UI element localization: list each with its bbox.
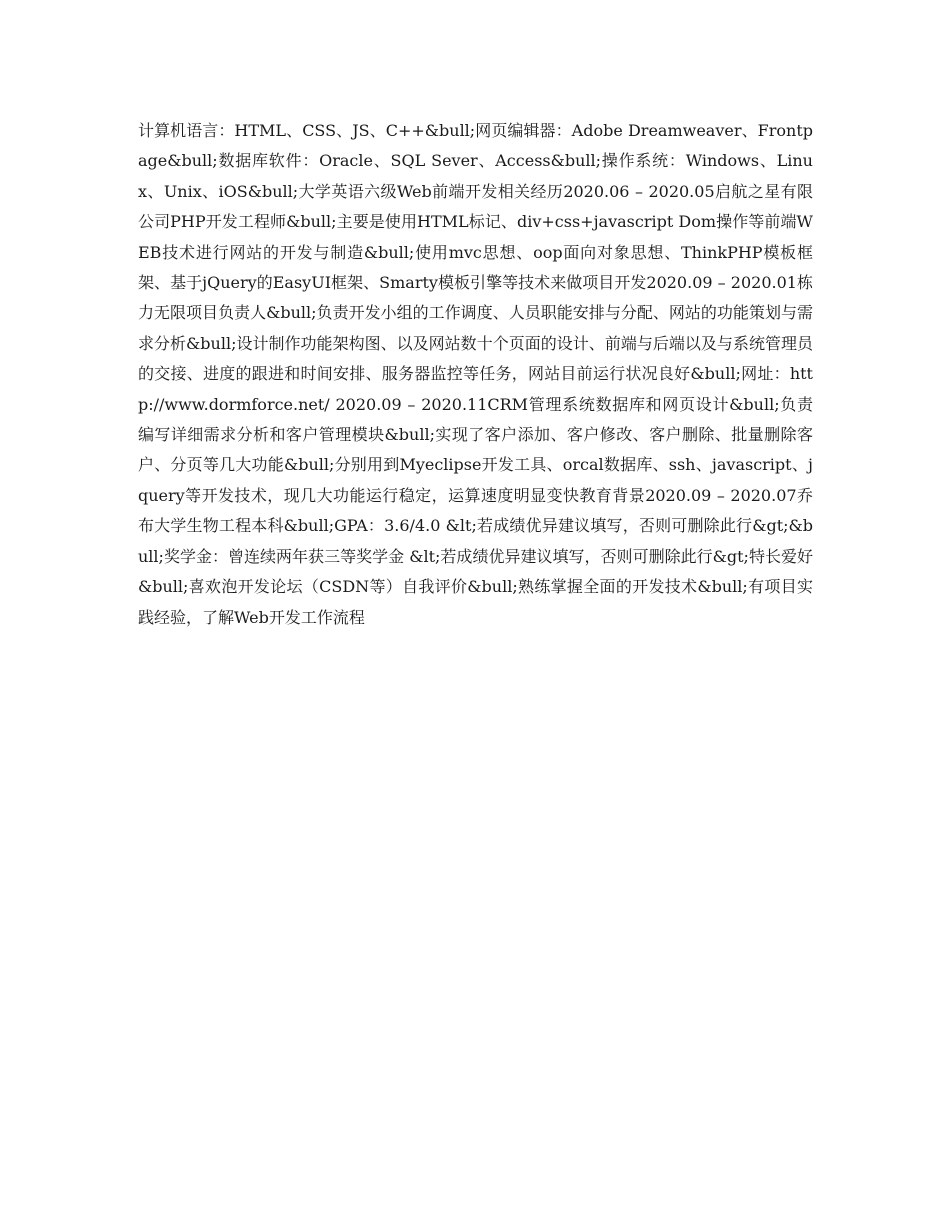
resume-body-paragraph: 计算机语言：HTML、CSS、JS、C++&bull;网页编辑器：Adobe Dreamweaver、Frontpage&bull;数据库软件：Oracle、SQL Sever、Access&bull;操作系统：Windows、Linux、Unix、iOS&bull;大学英语六级Web前端开发相关经历2020.06 – 2020.05启航之星有限公司PHP开发工程师&bull;主要是使用HTML标记、div+css+javascript Dom操作等前端WEB技术进行网站的开发与制造&bull;使用mvc思想、oop面向对象思想、ThinkPHP模板框架、基于jQuery的EasyUI框架、Smarty模板引擎等技术来做项目开发2020.09 – 2020.01栋力无限项目负责人&bull;负责开发小组的工作调度、人员职能安排与分配、网站的功能策划与需求分析&bull;设计制作功能架构图、以及网站数十个页面的设计、前端与后端以及与系统管理员的交接、进度的跟进和时间安排、服务器监控等任务，网站目前运行状况良好&bull;网址：http://www.dormforce.net/ 2020.09 – 2020.11CRM管理系统数据库和网页设计&bull;负责编写详细需求分析和客户管理模块&bull;实现了客户添加、客户修改、客户删除、批量删除客户、分页等几大功能&bull;分别用到Myeclipse开发工具、orcal数据库、ssh、javascript、jquery等开发技术，现几大功能运行稳定，运算速度明显变快教育背景2020.09 – 2020.07乔布大学生物工程本科&bull;GPA：3.6/4.0 &lt;若成绩优异建议填写，否则可删除此行&gt;&bull;奖学金：曾连续两年获三等奖学金 &lt;若成绩优异建议填写，否则可删除此行&gt;特长爱好&bull;喜欢泡开发论坛（CSDN等）自我评价&bull;熟练掌握全面的开发技术&bull;有项目实践经验，了解Web开发工作流程 [138, 121, 813, 627]
